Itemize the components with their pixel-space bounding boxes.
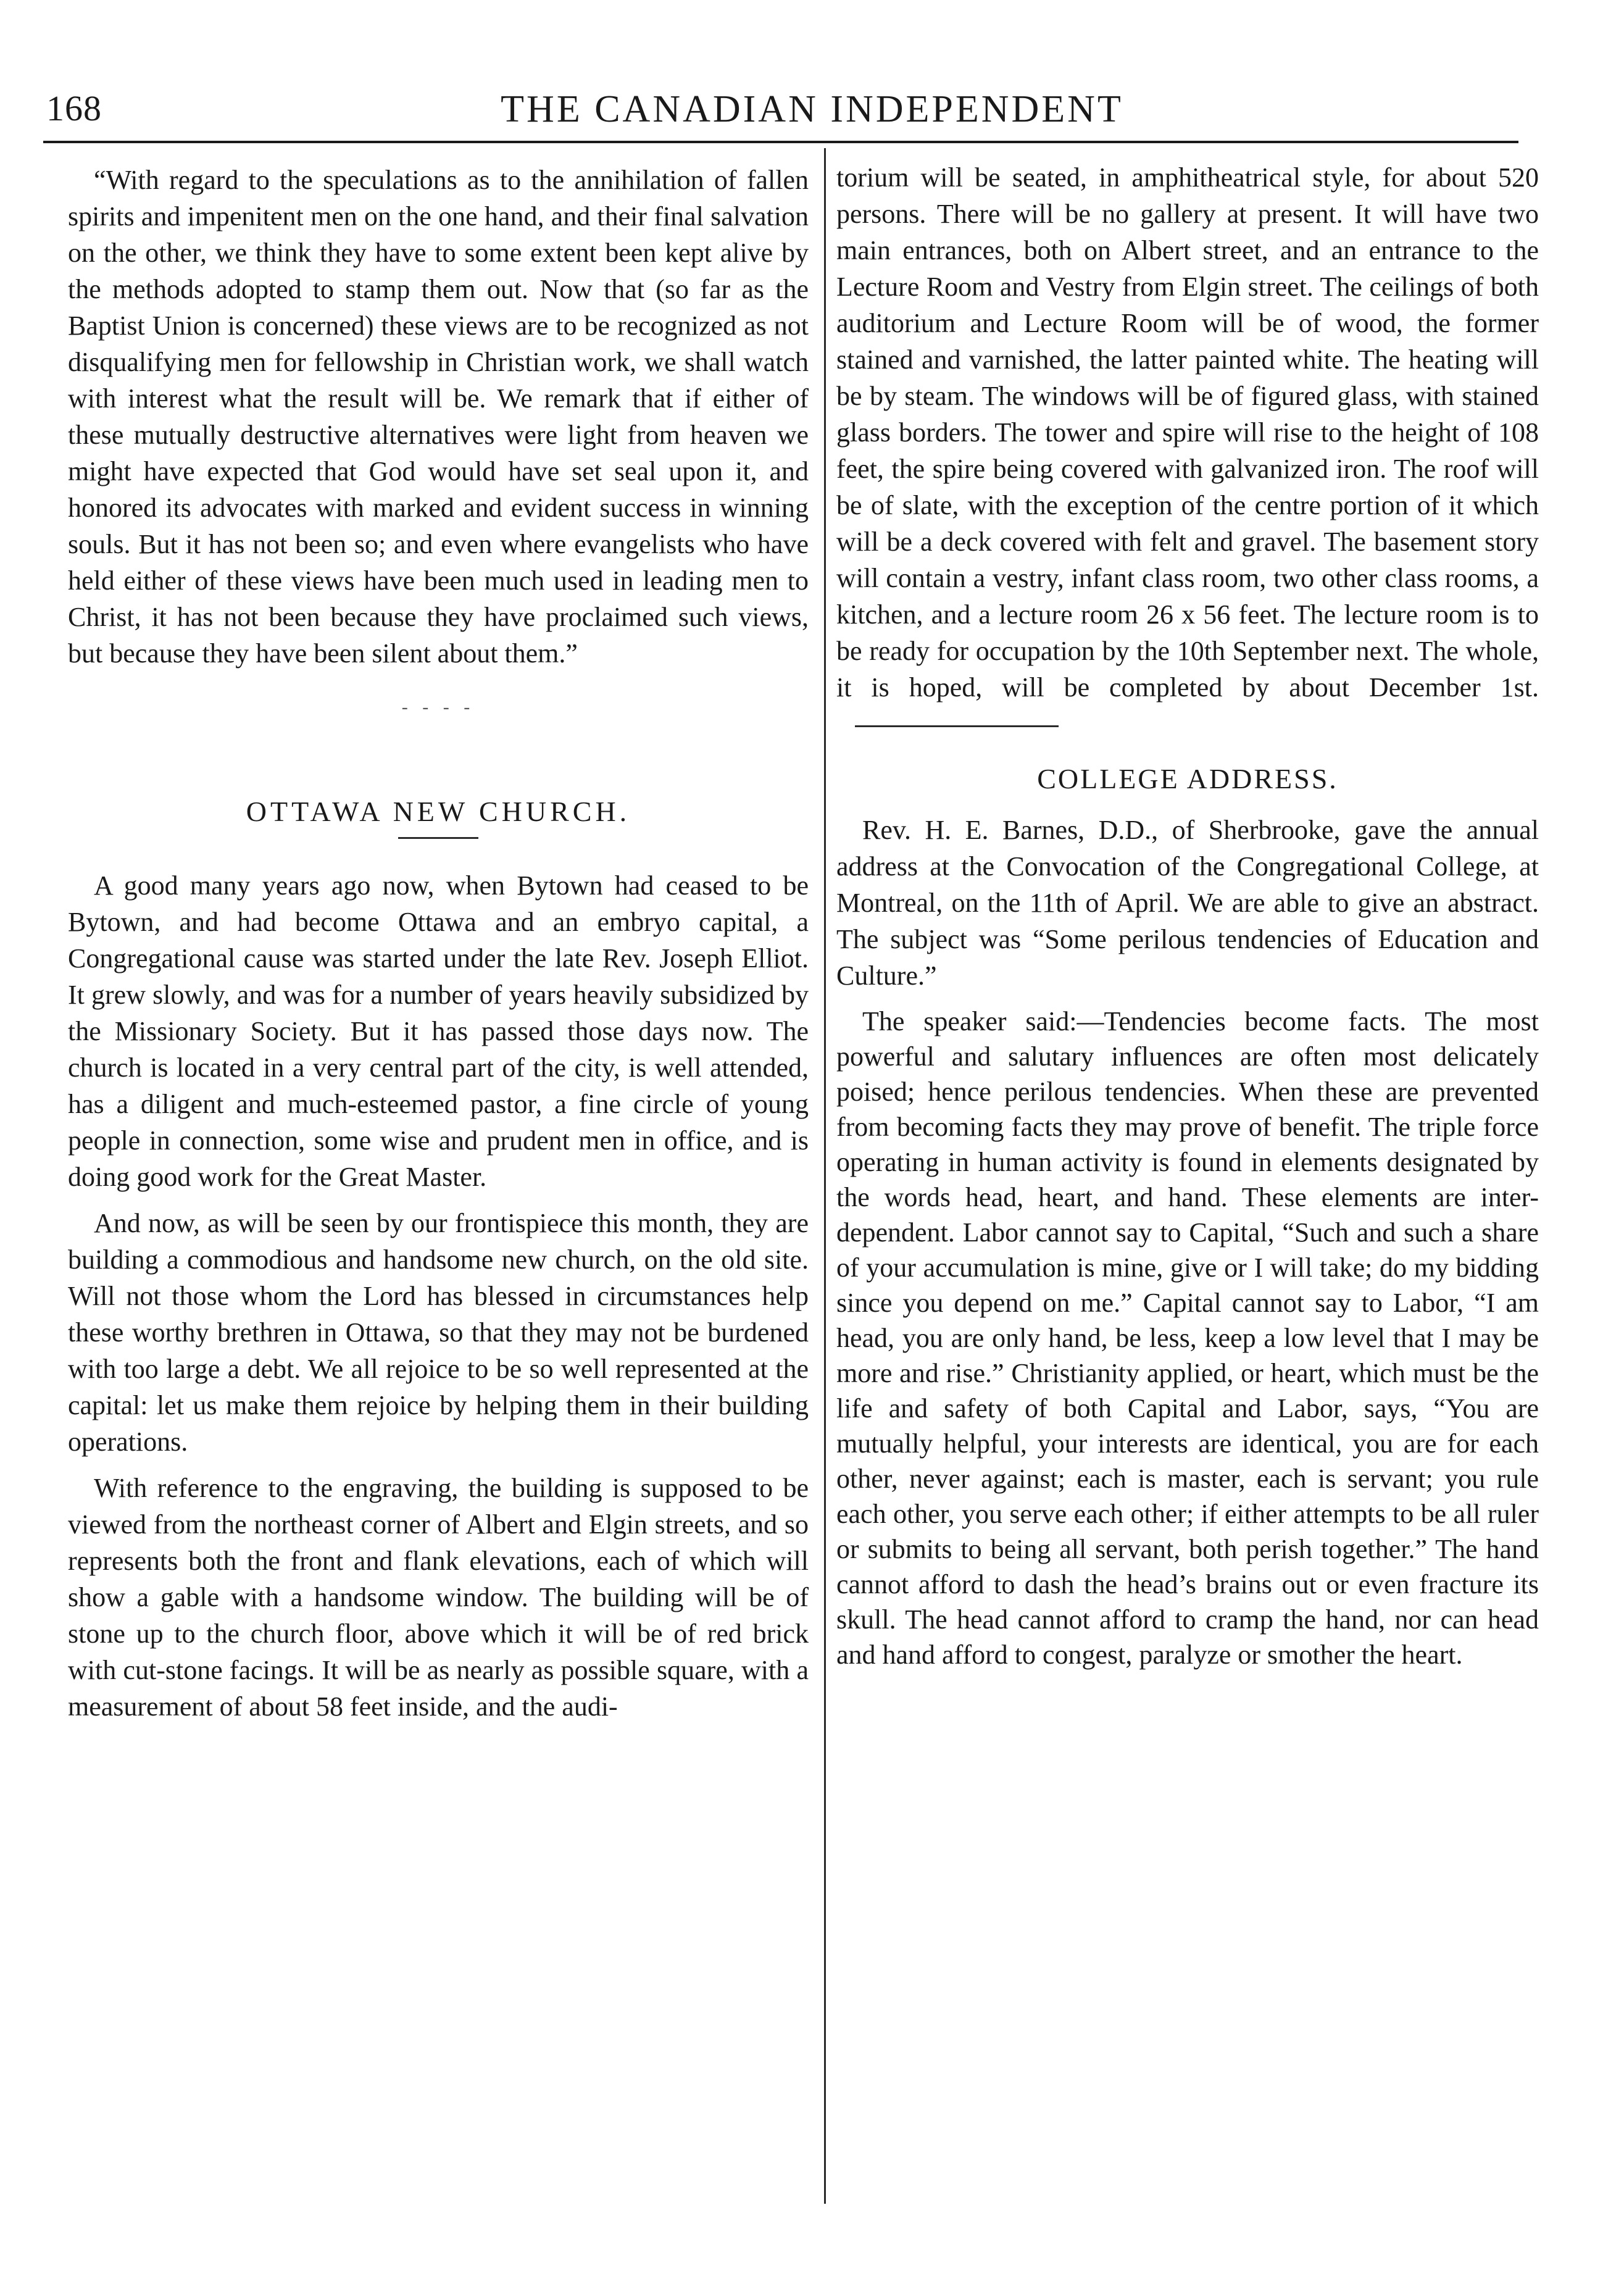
left-column xyxy=(68,162,809,1725)
ottawa-paragraph: A good many years ago now, when Bytown had ceased to be Bytown, and had become Ottawa and an embryo capital, a Congregational cause was started under the late Rev. Joseph Elliot. It grew slowly, and was for a number of years heavily subsidized by the Missionary Society. But it has passed those days now. The church is located in a very central part of the city, is well attended, has a diligent and much-esteemed pastor, a fine circle of young people in connection, some wise and prudent men in office, and is doing good work for the Great Master. xyxy=(68,870,809,1192)
running-head-title: THE CANADIAN INDEPENDENT xyxy=(501,88,1123,130)
section-separator: - - - - xyxy=(401,697,475,717)
column-divider xyxy=(824,148,826,2204)
college-address-heading: COLLEGE ADDRESS. xyxy=(1037,763,1338,794)
ottawa-paragraph: With reference to the engraving, the building is supposed to be viewed from the northeast corner of Albert and Elgin streets, and so represents both the front and flank elevations, each of which will show a gable with a handsome window. The building will be of stone up to the church floor, above which it will be of red brick with cut-stone facings. It will be as nearly as possible square, with a measurement of about 58 feet inside, and the audi- xyxy=(68,1473,809,1722)
ottawa-church-heading: OTTAWA NEW CHURCH. xyxy=(246,796,631,827)
ottawa-continuation-text: torium will be seated, in amphitheatrical style, for about 520 persons. There will be no gallery at present. It will have two main entrances, both on Albert street, and an entrance to the Lecture Room and Vestry from Elgin street. The ceilings of both auditorium and Lecture Room will be of wood, the former stained and varnished, the latter painted white. The heating will be by steam. The windows will be of figured glass, with stained glass borders. The tower and spire will rise to the height of 108 feet, the spire being covered with galvanized iron. The roof will be of slate, with the exception of the centre portion of it which will be a deck covered with felt and gravel. The basement story will contain a vestry, infant class room, two other class rooms, a kitchen, and a lecture room 26 x 56 feet. The lecture room is to be ready for occupation by the 10th September next. The whole, it is hoped, will be completed by about December 1st. xyxy=(836,162,1539,702)
ottawa-continuation xyxy=(836,159,1539,742)
right-column xyxy=(836,159,1539,1672)
college-body-paragraph: The speaker said:—Tendencies become facts. The most powerful and salutary influences are often most delicately poised; hence perilous tendencies. When these are prevented from becoming facts they may prove of benefit. The triple force operating in human activity is found in elements designated by the words head, heart, and hand. These elements are inter-dependent. Labor cannot say to Capital, “Such and such a share of your accumulation is mine, give or I will take; do my bidding since you depend on me.” Capital cannot say to Labor, “I am head, you are only hand, be less, keep a low level that I may be more and rise.” Christianity applied, or heart, which must be the life and safety of both Capital and Labor, says, “You are mutually helpful, your interests are identical, you are for each other, never against; each is master, each is servant; you rule each other, you serve each other; if either attempts to be all ruler or submits to being all servant, both perish together.” The hand cannot afford to dash the head’s brains out or even fracture its skull. The head cannot afford to cramp the hand, nor can head and hand afford to congest, paralyze or smother the heart. xyxy=(836,1006,1539,1670)
college-intro-paragraph: Rev. H. E. Barnes, D.D., of Sherbrooke, gave the annual address at the Convocation of the Congregational College, at Montreal, on the 11th of April. We are able to give an abstract. The subject was “Some perilous tendencies of Education and Culture.” xyxy=(836,815,1539,991)
header-rule xyxy=(43,141,1518,143)
baptist-union-quote: “With regard to the speculations as to the annihilation of fallen spirits and impenitent men on the one hand, and their final salvation on the other, we think they have to some extent been kept alive by the methods adopted to stamp them out. Now that (so far as the Baptist Union is concerned) these views are to be recognized as not disqualifying men for fellowship in Christian work, we shall watch with interest what the result will be. We remark that if either of these mutually destructive alternatives were light from heaven we might have expected that God would have set seal upon it, and honored its advocates with marked and evident success in winning souls. But it has not been so; and even where evangelists who have held either of these views have been much used in leading men to Christ, it has not been because they have proclaimed such views, but because they have been silent about them.” xyxy=(68,165,809,669)
page-number: 168 xyxy=(46,88,102,128)
ottawa-paragraph: And now, as will be seen by our frontispiece this month, they are building a commodious and handsome new church, on the old site. Will not those whom the Lord has blessed in circumstances help these worthy brethren in Ottawa, so that they may not be burdened with too large a debt. We all rejoice to be so well represented at the capital: let us make them rejoice by helping them in their building operations. xyxy=(68,1208,809,1457)
article-end-rule xyxy=(855,725,1059,727)
heading-rule xyxy=(398,837,478,839)
